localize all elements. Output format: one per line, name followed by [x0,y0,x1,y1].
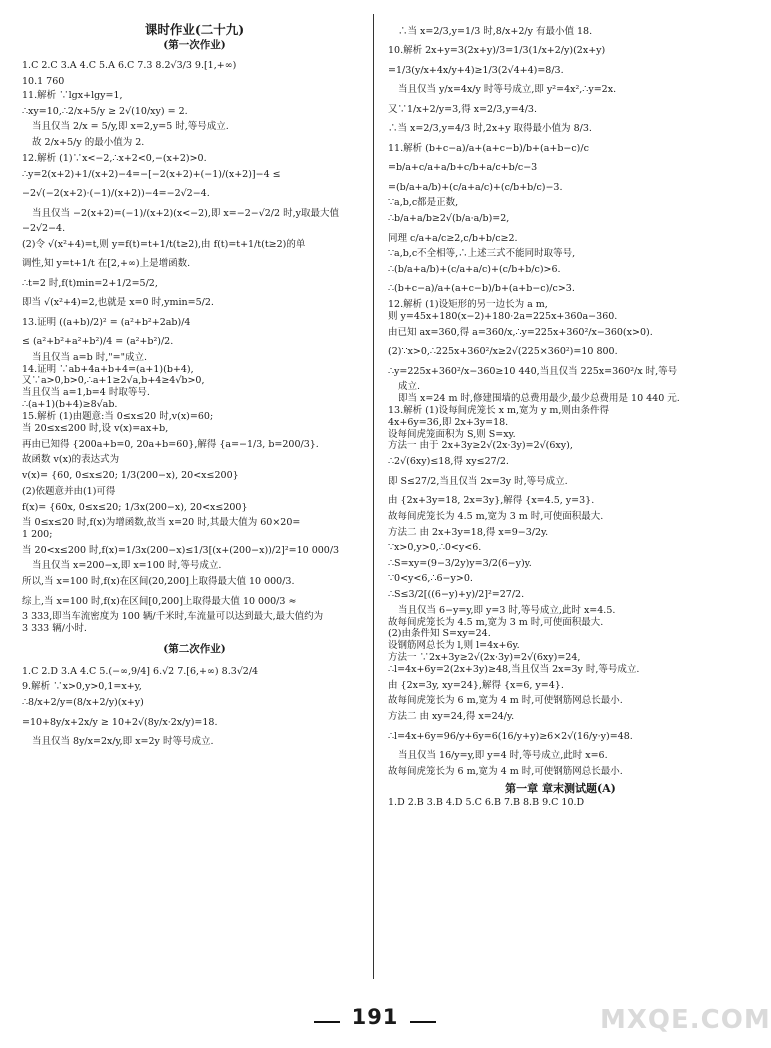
text-line: ∴2√(6xy)≤18,得 xy≤27/2. [388,456,509,468]
second-assignment-continued [388,22,733,778]
first-assignment-subtitle: (第一次作业) [163,38,226,51]
text-line: 1.C 2.D 3.A 4.C 5.(−∞,9/4] 6.√2 7.[6,+∞) 8.3√2/4 [22,665,259,677]
text-line: 4x+6y=36,即 2x+3y=18. [388,416,509,428]
text-line: 当 20<x≤200 时,f(x)=1/3x(200−x)≤1/3[(x+(200−x))/2]²=10 000/3 [22,544,340,556]
text-line: 3 333 辆/小时. [22,622,87,634]
text-line: ∴y=2(x+2)+1/(x+2)−4=−[−2(x+2)+(−1)/(x+2)]−4 ≤ [22,168,281,180]
text-line: 当且仅当 8y/x=2x/y,即 x=2y 时等号成立. [32,736,214,748]
text-line: 当且仅当 6−y=y,即 y=3 时,等号成立,此时 x=4.5. [398,604,616,616]
text-line: 方法二 由 xy=24,得 x=24/y. [388,711,515,723]
watermark-logo: MXQE.COM [600,1005,771,1035]
page-number: 191 [351,1005,399,1029]
text-line: ∴S=xy=(9−3/2y)y=3/2(6−y)y. [388,557,532,569]
text-line: 12.解析 (1)设矩形的另一边长为 a m, [388,298,548,310]
text-line: 当且仅当 y/x=4x/y 时等号成立,即 y²=4x²,∴y=2x. [398,84,617,96]
text-line: ∴(b/a+a/b)+(c/a+a/c)+(c/b+b/c)>6. [388,263,561,275]
text-line: 当 0≤x≤20 时,f(x)为增函数,故当 x=20 时,其最大值为 60×20= [22,516,301,528]
text-line: 调性,知 y=t+1/t 在[2,+∞)上是增函数. [22,258,191,270]
text-line: ∴l=4x+6y=2(2x+3y)≥48,当且仅当 2x=3y 时,等号成立. [388,664,640,676]
second-assignment-subtitle: (第二次作业) [163,642,226,655]
text-line: 11.解析 (b+c−a)/a+(a+c−b)/b+(a+b−c)/c [388,142,589,154]
text-line: ∵a,b,c不全相等,∴上述三式不能同时取等号, [388,248,576,260]
text-line: ∵x>0,y>0,∴0<y<6. [388,542,482,553]
text-line: 10.解析 2x+y=3(2x+y)/3=1/3(1/x+2/y)(2x+y) [388,45,606,57]
text-line: 故函数 v(x)的表达式为 [22,454,120,466]
text-line: ∴t=2 时,f(t)min=2+1/2=5/2, [22,277,158,289]
text-line: (2)依题意并由(1)可得 [22,485,116,497]
text-line: 当且仅当 a=b 时,"="成立. [32,351,147,363]
text-line: 设钢筋网总长为 l,则 l=4x+6y. [388,640,520,652]
column-divider [373,14,374,979]
text-line: 同理 c/a+a/c≥2,c/b+b/c≥2. [388,232,518,244]
text-line: 当且仅当 x=200−x,即 x=100 时,等号成立. [32,560,222,572]
text-line: f(x)= {60x, 0≤x≤20; 1/3x(200−x), 20<x≤200} [22,501,248,513]
footer-dash-right [410,1021,436,1023]
section-title: 课时作业(二十九) [144,22,245,37]
text-line: 由已知 ax=360,得 a=360/x,∴y=225x+360²/x−360(x>0). [388,326,653,338]
text-line: 故每间虎笼长为 4.5 m,宽为 3 m 时,可使面积最大. [388,510,604,522]
text-line: =10+8y/x+2x/y ≥ 10+2√(8y/x·2x/y)=18. [22,716,218,728]
text-line: 当且仅当 2/x = 5/y,即 x=2,y=5 时,等号成立. [32,121,229,133]
left-column [22,22,367,752]
text-line: 3 333,即当车流密度为 100 辆/千米时,车流量可以达到最大,最大值约为 [22,611,324,622]
text-line: ∴S≤3/2[((6−y)+y)/2]²=27/2. [388,589,525,601]
text-line: ∴l=4x+6y=96/y+6y=6(16/y+y)≥6×2√(16/y·y)=48. [388,730,633,742]
text-line: 当且仅当 a=1,b=4 时取等号. [22,387,150,399]
text-line: 当且仅当 −2(x+2)=(−1)/(x+2)(x<−2),即 x=−2−√2/2 时,y取最大值 [32,207,339,219]
text-line: 11.解析 ∵lgx+lgy=1, [22,90,123,102]
text-line: ∴xy=10,∴2/x+5/y ≥ 2√(10/xy) = 2. [22,105,188,117]
text-line: −2√2−4. [22,223,66,234]
text-line: ∴(a+1)(b+4)≥8√ab. [22,399,118,411]
text-line: 由 {2x+3y=18, 2x=3y},解得 {x=4.5, y=3}. [388,495,595,507]
text-line: ∴8/x+2/y=(8/x+2/y)(x+y) [22,697,144,709]
text-line: −2√(−2(x+2)·(−1)/(x+2))−4=−2√2−4. [22,188,210,200]
chapter-test-answers: 1.D 2.B 3.B 4.D 5.C 6.B 7.B 8.B 9.C 10.D [388,797,585,809]
text-line: 方法一 ∵2x+3y≥2√(2x·3y)=2√(6xy)=24, [388,652,581,664]
text-line: ∴当 x=2/3,y=4/3 时,2x+y 取得最小值为 8/3. [388,123,592,135]
text-line: 成立. [398,381,421,392]
text-line: =b/a+c/a+a/b+c/b+a/c+b/c−3 [388,162,538,174]
text-line: 1.C 2.C 3.A 4.C 5.A 6.C 7.3 8.2√3/3 9.[1,+∞) [22,59,237,71]
chapter-test-title: 第一章 章末测试题(A) [505,781,616,795]
text-line: 设每间虎笼面积为 S,则 S=xy. [388,428,516,440]
text-line: 当且仅当 16/y=y,即 y=4 时,等号成立,此时 x=6. [398,750,608,762]
text-line: 综上,当 x=100 时,f(x)在区间[0,200]上取得最大值 10 000/3 ≈ [22,595,297,607]
text-line: 即 S≤27/2,当且仅当 2x=3y 时,等号成立. [388,475,568,487]
text-line: 9.解析 ∵x>0,y>0,1=x+y, [22,681,142,693]
text-line: v(x)= {60, 0≤x≤20; 1/3(200−x), 20<x≤200} [22,470,239,482]
text-line: =1/3(y/x+4x/y+4)≥1/3(2√4+4)=8/3. [388,64,564,76]
text-line: 故每间虎笼长为 4.5 m,宽为 3 m 时,可使面积最大. [388,616,604,628]
text-line: 再由已知得 {200a+b=0, 20a+b=60},解得 {a=−1/3, b=200/3}. [22,438,319,450]
text-line: 由 {2x=3y, xy=24},解得 {x=6, y=4}. [388,679,564,691]
text-line: ≤ (a²+b²+a²+b²)/4 = (a²+b²)/2. [22,336,174,348]
text-line: 当 20≤x≤200 时,设 v(x)=ax+b, [22,422,169,434]
text-line: (2)令 √(x²+4)=t,则 y=f(t)=t+1/t(t≥2),由 f(t)=t+1/t(t≥2)的单 [22,238,306,250]
text-line: 又∵a>0,b>0,∴a+1≥2√a,b+4≥4√b>0, [22,375,205,387]
footer-dash-left [314,1021,340,1023]
text-line: 1 200; [22,528,53,540]
text-line: 故每间虎笼长为 6 m,宽为 4 m 时,可使钢筋网总长最小. [388,695,623,707]
text-line: =(b/a+a/b)+(c/a+a/c)+(c/b+b/c)−3. [388,181,563,193]
text-line: 方法二 由 2x+3y=18,得 x=9−3/2y. [388,526,549,538]
text-line: 14.证明 ∵ab+4a+b+4=(a+1)(b+4), [22,363,194,375]
text-line: 10.1 760 [22,75,65,87]
text-line: ∴y=225x+360²/x−360≥10 440,当且仅当 225x=360²/x 时,等号 [388,365,678,377]
right-column [388,22,733,809]
text-line: ∵a,b,c都是正数, [388,197,459,209]
text-line: (2)∵x>0,∴225x+360²/x≥2√(225×360²)=10 800. [388,346,618,358]
text-line: 15.解析 (1)由题意:当 0≤x≤20 时,v(x)=60; [22,411,214,423]
text-line: 则 y=45x+180(x−2)+180·2a=225x+360a−360. [388,310,618,322]
text-line: 13.证明 ((a+b)/2)² = (a²+b²+2ab)/4 [22,316,191,328]
text-line: ∴当 x=2/3,y=1/3 时,8/x+2/y 有最小值 18. [398,26,593,37]
text-line: ∴b/a+a/b≥2√(b/a·a/b)=2, [388,213,510,225]
text-line: 即当 √(x²+4)=2,也就是 x=0 时,ymin=5/2. [22,297,214,309]
text-line: 故每间虎笼长为 6 m,宽为 4 m 时,可使钢筋网总长最小. [388,765,623,777]
text-line: 又∵1/x+2/y=3,得 x=2/3,y=4/3. [388,103,537,115]
text-line: 即当 x=24 m 时,修建围墙的总费用最少,最少总费用是 10 440 元. [398,392,680,404]
text-line: 13.解析 (1)设每间虎笼长 x m,宽为 y m,则由条件得 [388,404,609,416]
text-line: 故 2/x+5/y 的最小值为 2. [32,137,145,149]
text-line: (2)由条件知 S=xy=24. [388,628,491,640]
text-line: 所以,当 x=100 时,f(x)在区间(20,200]上取得最大值 10 000/3. [22,576,295,588]
text-line: 12.解析 (1)∵x<−2,∴x+2<0,−(x+2)>0. [22,152,207,164]
text-line: ∵0<y<6,∴6−y>0. [388,573,473,585]
text-line: 方法一 由于 2x+3y≥2√(2x·3y)=2√(6xy), [388,440,573,452]
second-assignment-body [22,662,367,752]
first-assignment-body [22,58,367,635]
text-line: ∴(b+c−a)/a+(a+c−b)/b+(a+b−c)/c>3. [388,283,575,295]
